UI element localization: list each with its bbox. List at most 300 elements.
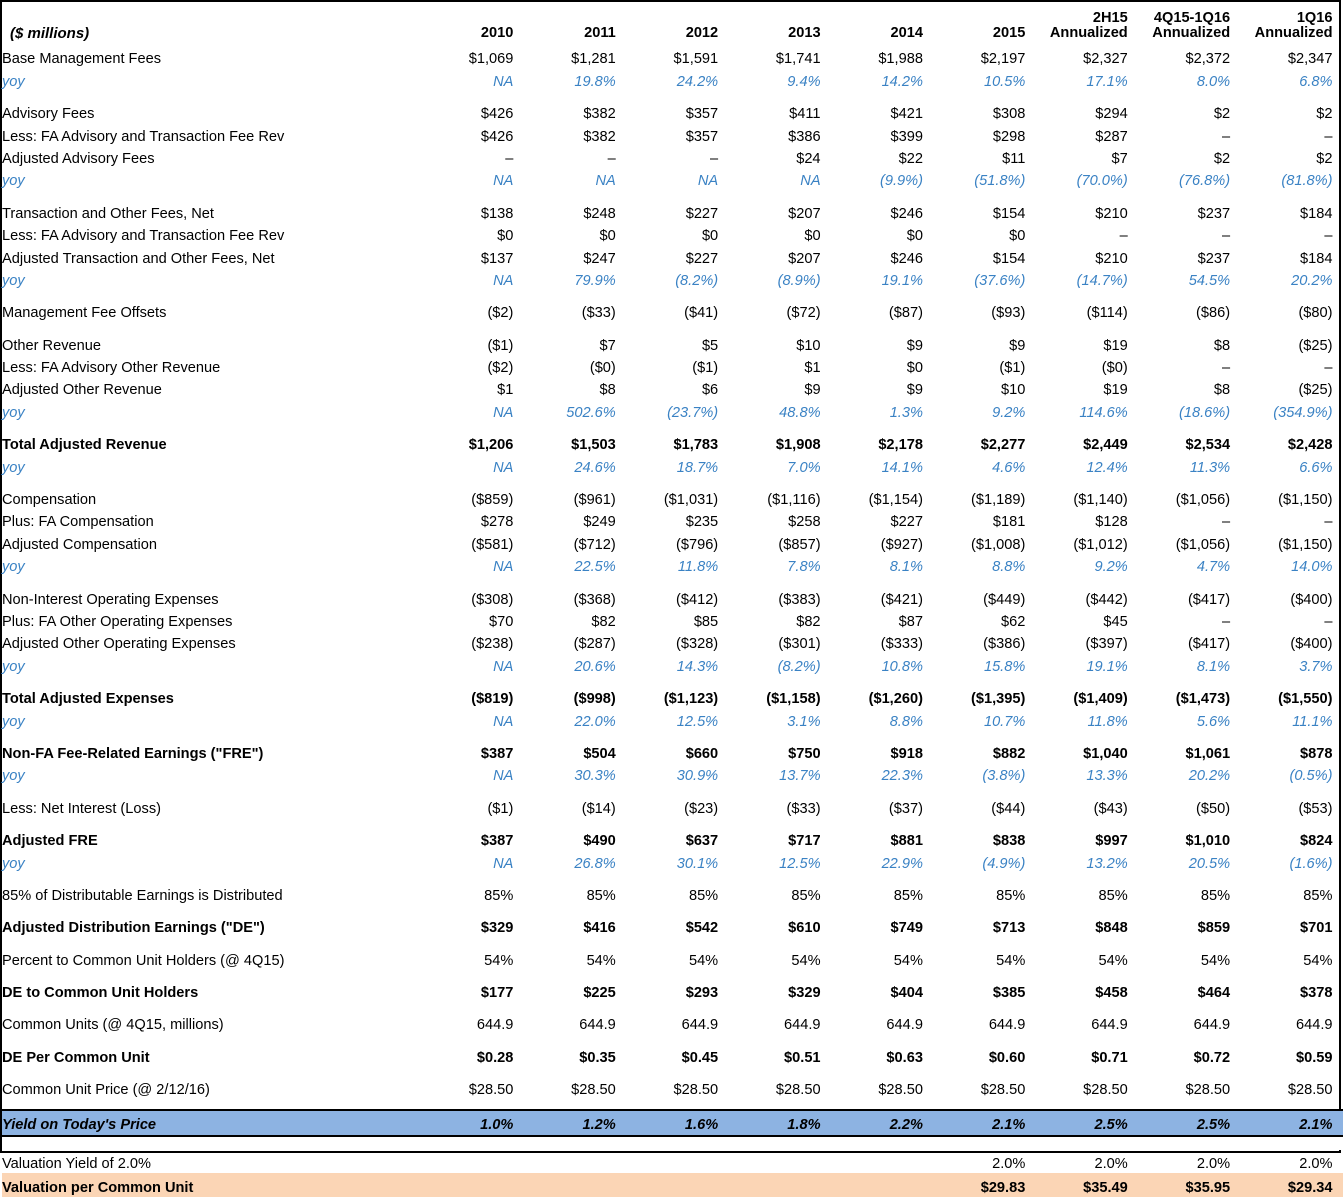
row-value bbox=[626, 1173, 728, 1197]
row-value: ($33) bbox=[581, 305, 616, 322]
row-value: 6.8% bbox=[1299, 73, 1333, 90]
row-label: yoy bbox=[2, 459, 25, 476]
row-value: $881 bbox=[890, 833, 923, 850]
row-value: 30.9% bbox=[676, 768, 719, 785]
row-value: $1,783 bbox=[673, 437, 719, 454]
row-value: ($44) bbox=[991, 800, 1026, 817]
row-value: $247 bbox=[583, 250, 616, 267]
row-value: $227 bbox=[685, 250, 719, 267]
row-value: ($1,395) bbox=[970, 691, 1026, 708]
row-label: Common Units (@ 4Q15, millions) bbox=[2, 1017, 224, 1034]
subtotal-row bbox=[2, 432, 1343, 454]
row-value: (354.9%) bbox=[1273, 404, 1333, 421]
table-header bbox=[2, 2, 1343, 46]
row-value: $1,988 bbox=[878, 51, 923, 68]
row-value: ($37) bbox=[888, 800, 923, 817]
row-value: $227 bbox=[685, 205, 719, 222]
column-header-line1 bbox=[421, 11, 513, 27]
row-value: 644.9 bbox=[886, 1017, 923, 1034]
column-header-line2: 2012 bbox=[685, 25, 719, 42]
row-value: $0.45 bbox=[681, 1049, 719, 1066]
row-value: $45 bbox=[1103, 613, 1128, 630]
table-row bbox=[2, 947, 1343, 969]
row-value: ($1,189) bbox=[970, 492, 1026, 509]
row-value: NA bbox=[493, 855, 514, 872]
table-row bbox=[2, 1150, 1343, 1172]
valuation-highlight-row bbox=[2, 1173, 1343, 1197]
row-value: $0 bbox=[497, 228, 514, 245]
row-label: Other Revenue bbox=[2, 337, 101, 354]
spacer-cell bbox=[2, 818, 1343, 828]
row-value: $1,908 bbox=[775, 437, 821, 454]
row-label: Common Unit Price (@ 2/12/16) bbox=[2, 1082, 210, 1099]
row-label: yoy bbox=[2, 559, 25, 576]
column-header-line2: 2014 bbox=[890, 25, 923, 42]
row-value: 14.3% bbox=[676, 658, 719, 675]
row-value: $293 bbox=[685, 985, 719, 1002]
row-value: 12.4% bbox=[1086, 459, 1128, 476]
spacer-cell bbox=[2, 91, 1343, 101]
row-value: (18.6%) bbox=[1179, 404, 1231, 421]
row-value: ($0) bbox=[589, 360, 616, 377]
row-value: $70 bbox=[489, 613, 514, 630]
row-label: Valuation per Common Unit bbox=[2, 1173, 421, 1197]
row-value: $19 bbox=[1103, 337, 1128, 354]
row-value: $0 bbox=[701, 228, 719, 245]
row-value: (51.8%) bbox=[974, 173, 1026, 190]
row-value: 13.2% bbox=[1086, 855, 1128, 872]
row-value: ($43) bbox=[1093, 800, 1128, 817]
row-value: (14.7%) bbox=[1076, 272, 1128, 289]
row-value: 11.1% bbox=[1292, 713, 1333, 730]
row-value: 3.1% bbox=[787, 713, 821, 730]
row-label: Less: FA Advisory and Transaction Fee Rev bbox=[2, 228, 285, 245]
row-label: Adjusted Distribution Earnings ("DE") bbox=[2, 920, 265, 937]
row-value: $2,372 bbox=[1185, 51, 1231, 68]
row-value: 1.2% bbox=[523, 1110, 625, 1136]
row-value: $138 bbox=[480, 205, 514, 222]
row-value: 26.8% bbox=[574, 855, 616, 872]
row-value: $177 bbox=[480, 985, 514, 1002]
row-value: 2.5% bbox=[1035, 1110, 1137, 1136]
row-label: Adjusted Advisory Fees bbox=[2, 150, 155, 167]
table-row bbox=[2, 487, 1343, 509]
spacer-row bbox=[2, 190, 1343, 200]
row-value: $28.50 bbox=[571, 1082, 616, 1099]
table-row bbox=[2, 101, 1343, 123]
row-value: $1,741 bbox=[775, 51, 821, 68]
row-value: $0.28 bbox=[476, 1049, 514, 1066]
spacer-row bbox=[2, 1099, 1343, 1110]
row-value: $7 bbox=[599, 337, 616, 354]
row-value: ($33) bbox=[786, 800, 821, 817]
row-value: $28.50 bbox=[1083, 1082, 1128, 1099]
row-value: (8.9%) bbox=[777, 272, 821, 289]
yield-highlight-row bbox=[2, 1110, 1343, 1136]
row-label: yoy bbox=[2, 768, 25, 785]
row-value: $329 bbox=[480, 920, 514, 937]
row-label: Less: FA Advisory Other Revenue bbox=[2, 360, 221, 377]
row-value: ($328) bbox=[675, 636, 719, 653]
spacer-cell bbox=[2, 322, 1343, 332]
row-value: $2 bbox=[1213, 106, 1231, 123]
row-value: 85% bbox=[1303, 887, 1333, 904]
row-value: 1.6% bbox=[626, 1110, 728, 1136]
row-value: ($1,473) bbox=[1175, 691, 1231, 708]
row-value: $878 bbox=[1300, 745, 1333, 762]
row-value: (23.7%) bbox=[667, 404, 719, 421]
row-value: $378 bbox=[1300, 985, 1333, 1002]
row-value: 54% bbox=[893, 952, 923, 969]
row-label: yoy bbox=[2, 855, 25, 872]
row-value: $610 bbox=[788, 920, 821, 937]
blank-gap-row bbox=[2, 1136, 1343, 1150]
yoy-row bbox=[2, 763, 1343, 785]
row-value: NA bbox=[493, 768, 514, 785]
row-value: $28.50 bbox=[775, 1082, 821, 1099]
column-header-line1 bbox=[933, 11, 1025, 27]
row-value: $0 bbox=[906, 360, 923, 377]
spacer-row bbox=[2, 576, 1343, 586]
row-value: (8.2%) bbox=[777, 658, 821, 675]
row-value: ($449) bbox=[983, 591, 1026, 608]
row-value: – bbox=[1324, 613, 1333, 630]
row-value: 2.0% bbox=[992, 1155, 1026, 1172]
row-value: 85% bbox=[688, 887, 719, 904]
row-label: yoy bbox=[2, 658, 25, 675]
yoy-row bbox=[2, 708, 1343, 730]
row-value: $542 bbox=[685, 920, 719, 937]
row-value: $329 bbox=[788, 985, 821, 1002]
row-value: $404 bbox=[890, 985, 923, 1002]
row-value: $35.95 bbox=[1138, 1173, 1240, 1197]
row-label: Advisory Fees bbox=[2, 106, 95, 123]
row-value: ($412) bbox=[675, 591, 719, 608]
row-value: 1.3% bbox=[889, 404, 923, 421]
row-value: $10 bbox=[796, 337, 821, 354]
row-value: 17.1% bbox=[1086, 73, 1128, 90]
row-value: 4.7% bbox=[1196, 559, 1231, 576]
spacer-cell bbox=[2, 1099, 1343, 1110]
row-value: $62 bbox=[1000, 613, 1026, 630]
row-value: $237 bbox=[1197, 205, 1231, 222]
row-value: – bbox=[1222, 360, 1231, 377]
row-value: – bbox=[1324, 128, 1333, 145]
row-value: ($50) bbox=[1196, 800, 1231, 817]
row-value: 644.9 bbox=[476, 1017, 514, 1034]
row-label: yoy bbox=[2, 173, 25, 190]
row-value: $8 bbox=[1213, 337, 1231, 354]
row-value: $490 bbox=[583, 833, 616, 850]
table-row bbox=[2, 609, 1343, 631]
subtotal-row bbox=[2, 686, 1343, 708]
row-label: Total Adjusted Expenses bbox=[2, 691, 174, 708]
row-value: $235 bbox=[685, 514, 719, 531]
row-label: yoy bbox=[2, 272, 25, 289]
row-label: DE Per Common Unit bbox=[2, 1049, 150, 1066]
spacer-row bbox=[2, 731, 1343, 741]
row-value: $28.50 bbox=[878, 1082, 923, 1099]
row-value bbox=[523, 1150, 625, 1172]
row-value: (1.6%) bbox=[1289, 855, 1333, 872]
column-header-line1: 1Q16 bbox=[1296, 9, 1333, 26]
spacer-cell bbox=[2, 873, 1343, 883]
row-value: $258 bbox=[788, 514, 821, 531]
subtotal-row bbox=[2, 828, 1343, 850]
row-value: $0.35 bbox=[579, 1049, 616, 1066]
row-value: NA bbox=[800, 173, 821, 190]
row-value: $28.50 bbox=[468, 1082, 514, 1099]
row-value: $749 bbox=[890, 920, 923, 937]
row-label: Adjusted Other Revenue bbox=[2, 382, 162, 399]
row-value: $701 bbox=[1300, 920, 1333, 937]
row-value: – bbox=[505, 150, 514, 167]
row-value: – bbox=[607, 150, 616, 167]
row-value: $421 bbox=[890, 106, 923, 123]
row-value: 2.0% bbox=[1196, 1155, 1231, 1172]
row-value: $248 bbox=[583, 205, 616, 222]
table-row bbox=[2, 46, 1343, 68]
row-value: 2.1% bbox=[1240, 1110, 1342, 1136]
row-value: – bbox=[1324, 514, 1333, 531]
row-value: $713 bbox=[992, 920, 1026, 937]
row-value: 1.0% bbox=[421, 1110, 523, 1136]
row-value: $426 bbox=[480, 128, 514, 145]
row-value: $859 bbox=[1197, 920, 1231, 937]
row-value: 48.8% bbox=[779, 404, 821, 421]
row-value: $426 bbox=[480, 106, 514, 123]
row-value: $357 bbox=[685, 128, 719, 145]
row-value: $416 bbox=[583, 920, 616, 937]
row-value: ($2) bbox=[487, 305, 514, 322]
row-value: ($1,260) bbox=[868, 691, 923, 708]
row-value: $278 bbox=[480, 514, 514, 531]
row-value: 644.9 bbox=[681, 1017, 719, 1034]
row-value: 9.2% bbox=[992, 404, 1026, 421]
table-row bbox=[2, 631, 1343, 653]
spacer-row bbox=[2, 873, 1343, 883]
row-value: ($93) bbox=[991, 305, 1026, 322]
row-value: – bbox=[1222, 128, 1231, 145]
row-value: $1,206 bbox=[468, 437, 514, 454]
row-value: ($1) bbox=[487, 337, 514, 354]
row-value: 85% bbox=[996, 887, 1026, 904]
row-value: – bbox=[710, 150, 719, 167]
row-value: 79.9% bbox=[574, 272, 616, 289]
row-value: $29.83 bbox=[933, 1173, 1035, 1197]
row-value: ($1,012) bbox=[1073, 536, 1128, 553]
row-value: (9.9%) bbox=[879, 173, 923, 190]
row-value: $154 bbox=[992, 250, 1026, 267]
row-value: ($1,008) bbox=[970, 536, 1026, 553]
row-value: $386 bbox=[788, 128, 821, 145]
spacer-row bbox=[2, 905, 1343, 915]
row-value: 54% bbox=[996, 952, 1026, 969]
row-value: $28.50 bbox=[673, 1082, 719, 1099]
spacer-cell bbox=[2, 937, 1343, 947]
row-value: 14.2% bbox=[881, 73, 923, 90]
row-value: $82 bbox=[796, 613, 821, 630]
column-header-line1 bbox=[626, 11, 718, 27]
row-value: ($1,550) bbox=[1278, 691, 1333, 708]
yoy-row bbox=[2, 653, 1343, 675]
row-label: DE to Common Unit Holders bbox=[2, 985, 199, 1002]
row-value bbox=[626, 1150, 728, 1172]
row-value: 2.5% bbox=[1138, 1110, 1240, 1136]
row-value: $382 bbox=[583, 106, 616, 123]
row-value: $287 bbox=[1095, 128, 1128, 145]
row-label: Adjusted Transaction and Other Fees, Net bbox=[2, 250, 275, 267]
row-value: 5.6% bbox=[1196, 713, 1231, 730]
row-value: 644.9 bbox=[1295, 1017, 1333, 1034]
row-value: 85% bbox=[893, 887, 923, 904]
row-value: ($1,158) bbox=[766, 691, 821, 708]
row-value: ($1) bbox=[692, 360, 719, 377]
row-value: $399 bbox=[890, 128, 923, 145]
row-value: ($796) bbox=[675, 536, 719, 553]
row-value: 6.6% bbox=[1299, 459, 1333, 476]
spacer-row bbox=[2, 1067, 1343, 1077]
column-header-line2: 2010 bbox=[480, 25, 514, 42]
row-value: $1 bbox=[804, 360, 821, 377]
row-value: 54% bbox=[791, 952, 821, 969]
row-value: $0 bbox=[906, 228, 923, 245]
row-value: 19.8% bbox=[574, 73, 616, 90]
row-value: ($368) bbox=[573, 591, 616, 608]
row-value: $458 bbox=[1095, 985, 1128, 1002]
row-value: 18.7% bbox=[676, 459, 719, 476]
table-row bbox=[2, 245, 1343, 267]
row-label: Yield on Today's Price bbox=[2, 1110, 421, 1136]
row-value: ($41) bbox=[684, 305, 719, 322]
table-row bbox=[2, 586, 1343, 608]
row-value: 2.0% bbox=[1299, 1155, 1333, 1172]
spacer-row bbox=[2, 290, 1343, 300]
row-value: $181 bbox=[992, 514, 1026, 531]
row-value: $2,534 bbox=[1185, 437, 1231, 454]
row-value: (70.0%) bbox=[1076, 173, 1128, 190]
row-value bbox=[523, 1173, 625, 1197]
spacer-row bbox=[2, 676, 1343, 686]
row-value: ($859) bbox=[471, 492, 514, 509]
row-label: Base Management Fees bbox=[2, 51, 161, 68]
row-value: 54% bbox=[484, 952, 514, 969]
row-value: – bbox=[1222, 514, 1231, 531]
row-value: $1,010 bbox=[1185, 833, 1231, 850]
row-value: 85% bbox=[791, 887, 821, 904]
row-value: $2,197 bbox=[980, 51, 1026, 68]
row-label: Total Adjusted Revenue bbox=[2, 437, 167, 454]
row-value: $29.34 bbox=[1240, 1173, 1342, 1197]
row-value: 12.5% bbox=[676, 713, 719, 730]
row-value: $0.71 bbox=[1091, 1049, 1128, 1066]
row-value: – bbox=[1324, 360, 1333, 377]
yoy-row bbox=[2, 168, 1343, 190]
row-value: ($400) bbox=[1290, 636, 1333, 653]
column-header-6 bbox=[933, 2, 1035, 46]
row-value: (37.6%) bbox=[974, 272, 1026, 289]
row-value: NA bbox=[493, 459, 514, 476]
row-value: – bbox=[1222, 228, 1231, 245]
table-row bbox=[2, 300, 1343, 322]
row-value: ($1,154) bbox=[868, 492, 923, 509]
row-value: ($2) bbox=[487, 360, 514, 377]
row-value: $246 bbox=[890, 205, 923, 222]
row-value: $0 bbox=[804, 228, 821, 245]
financial-table bbox=[2, 2, 1343, 1197]
row-value bbox=[728, 1173, 830, 1197]
row-value: $918 bbox=[890, 745, 923, 762]
yoy-row bbox=[2, 454, 1343, 476]
unit-label: ($ millions) bbox=[10, 25, 90, 42]
row-label: Adjusted Compensation bbox=[2, 536, 157, 553]
row-value: 14.0% bbox=[1291, 559, 1333, 576]
row-value: ($114) bbox=[1086, 305, 1128, 322]
row-value bbox=[831, 1173, 933, 1197]
row-value: 8.8% bbox=[992, 559, 1026, 576]
row-value: ($1,056) bbox=[1175, 536, 1231, 553]
spacer-cell bbox=[2, 731, 1343, 741]
row-value: 22.3% bbox=[881, 768, 923, 785]
column-header-line1 bbox=[728, 11, 820, 27]
row-value: 8.0% bbox=[1196, 73, 1231, 90]
row-value: ($1,116) bbox=[767, 492, 821, 509]
row-value: 11.8% bbox=[1087, 713, 1128, 730]
spacer-row bbox=[2, 422, 1343, 432]
spacer-cell bbox=[2, 477, 1343, 487]
table-row bbox=[2, 123, 1343, 145]
column-header-line2: 2013 bbox=[788, 25, 821, 42]
row-value: 15.8% bbox=[983, 658, 1026, 675]
row-value: 10.7% bbox=[983, 713, 1026, 730]
row-value: ($14) bbox=[581, 800, 616, 817]
row-value: $504 bbox=[583, 745, 616, 762]
row-value: $9 bbox=[906, 382, 923, 399]
row-value: 644.9 bbox=[784, 1017, 821, 1034]
row-value: ($581) bbox=[471, 536, 514, 553]
table-row bbox=[2, 1012, 1343, 1034]
row-value: $0.60 bbox=[988, 1049, 1026, 1066]
yoy-row bbox=[2, 399, 1343, 421]
row-value bbox=[831, 1150, 933, 1172]
row-value: $882 bbox=[992, 745, 1026, 762]
row-value: $28.50 bbox=[1287, 1082, 1333, 1099]
row-value: NA bbox=[493, 713, 514, 730]
row-value bbox=[421, 1150, 523, 1172]
column-header-8 bbox=[1138, 2, 1240, 46]
row-value: $387 bbox=[480, 745, 514, 762]
row-value: $997 bbox=[1095, 833, 1128, 850]
row-value: NA bbox=[493, 658, 514, 675]
row-value: NA bbox=[493, 73, 514, 90]
row-value: $11 bbox=[1002, 150, 1026, 167]
row-value: ($80) bbox=[1298, 305, 1333, 322]
table-row bbox=[2, 200, 1343, 222]
row-value: $1,503 bbox=[571, 437, 616, 454]
row-value: ($1) bbox=[487, 800, 514, 817]
row-value: $2,449 bbox=[1083, 437, 1128, 454]
row-value: NA bbox=[493, 173, 514, 190]
row-label: Management Fee Offsets bbox=[2, 305, 167, 322]
subtotal-row bbox=[2, 1044, 1343, 1066]
row-value: $1,591 bbox=[673, 51, 719, 68]
row-value: 54% bbox=[586, 952, 616, 969]
row-label: Transaction and Other Fees, Net bbox=[2, 205, 214, 222]
row-value: (76.8%) bbox=[1179, 173, 1231, 190]
row-value: $237 bbox=[1197, 250, 1231, 267]
row-value: ($819) bbox=[471, 691, 514, 708]
spacer-cell bbox=[2, 1034, 1343, 1044]
